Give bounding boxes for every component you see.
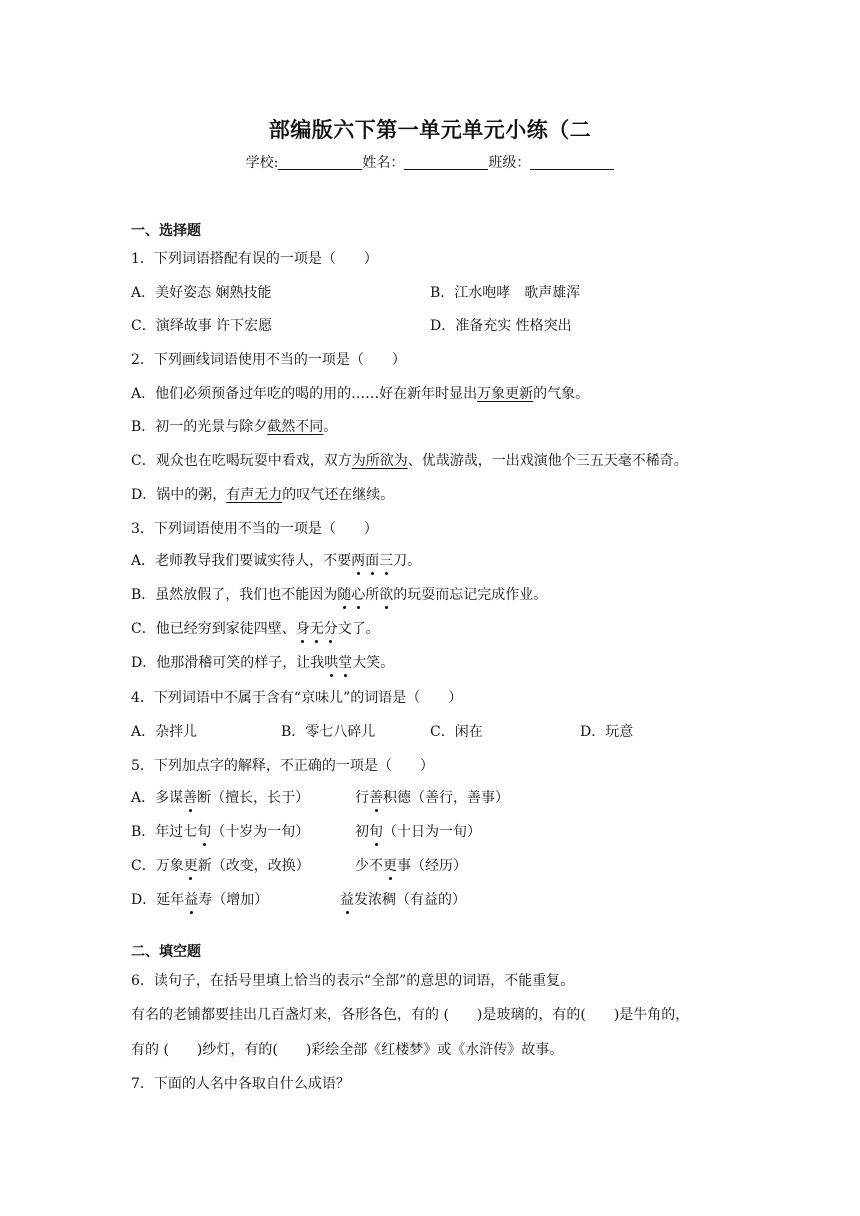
section-heading-fill: 二、填空题 xyxy=(131,944,201,960)
underlined-word: 为所欲为 xyxy=(351,453,408,469)
question-5-option-b-left xyxy=(131,821,309,841)
underlined-word: 有声无力 xyxy=(226,487,283,503)
question-6-passage-line-1: 有名的老铺都要挂出几百盏灯来，各形各色，有的 ( )是玻璃的，有的( )是牛角的， xyxy=(131,1007,690,1023)
dotted-char: 堂 xyxy=(338,652,352,672)
question-5-stem: 5．下列加点字的解释，不正确的一项是（ ） xyxy=(131,758,434,774)
dotted-char: 两 xyxy=(351,550,365,570)
question-5-option-d-right xyxy=(340,889,466,909)
option-text: 少不 xyxy=(355,858,383,874)
question-1-option-b: B．江水咆哮 歌声雄浑 xyxy=(430,285,581,301)
question-1-stem: 1．下列词语搭配有误的一项是（ ） xyxy=(131,251,378,267)
question-5-option-a-right xyxy=(355,787,509,807)
option-text: 文了。 xyxy=(337,621,380,637)
option-text: 大笑。 xyxy=(352,655,395,671)
option-text: 、优哉游哉，一出戏演他个三五天毫不稀奇。 xyxy=(407,453,688,469)
dotted-char: 随 xyxy=(337,584,351,604)
question-2-stem: 2．下列画线词语使用不当的一项是（ ） xyxy=(131,352,406,368)
question-5-option-d-left xyxy=(131,889,268,909)
class-blank[interactable] xyxy=(530,155,614,170)
dotted-char: 身 xyxy=(296,618,310,638)
option-text: 初 xyxy=(355,824,369,840)
option-text: 所 xyxy=(365,587,380,603)
class-label: 班级： xyxy=(488,155,531,171)
underlined-word: 万象更新 xyxy=(477,386,534,402)
dotted-char: 哄 xyxy=(324,652,338,672)
option-text: 的气象。 xyxy=(533,386,590,402)
question-3-option-a xyxy=(131,550,421,570)
question-4-option-d: D．玩意 xyxy=(580,724,634,740)
option-text: 发浓稠（有益的） xyxy=(354,892,466,908)
dotted-char: 善 xyxy=(369,787,383,807)
dotted-char: 旬 xyxy=(369,821,383,841)
dotted-char: 益 xyxy=(340,889,354,909)
question-5-option-c-right xyxy=(355,855,467,875)
option-text: A．多谋 xyxy=(131,790,184,806)
option-text: B．虽然放假了，我们也不能因为 xyxy=(131,587,338,603)
option-text: C．万象 xyxy=(131,858,184,874)
option-text: 的玩耍而忘记完成作业。 xyxy=(393,587,548,603)
question-1-option-c: C．演绎故事 许下宏愿 xyxy=(131,318,273,334)
dotted-char: 心 xyxy=(351,584,365,604)
question-3-stem: 3．下列词语使用不当的一项是（ ） xyxy=(131,521,378,537)
option-text: A．老师教导我们要诚实待人，不要 xyxy=(131,553,352,569)
question-5-option-c-left xyxy=(131,855,310,875)
question-3-option-b xyxy=(131,584,547,604)
option-text: 寿（增加） xyxy=(198,892,269,908)
question-2-option-c xyxy=(131,450,688,470)
option-text: D．延年 xyxy=(131,892,185,908)
dotted-char: 旬 xyxy=(197,821,211,841)
option-text: B．年过七 xyxy=(131,824,198,840)
dotted-char: 欲 xyxy=(379,584,393,604)
option-text: B．初一的光景与除夕 xyxy=(131,419,268,435)
option-text: 新（改变，改换） xyxy=(197,858,310,874)
page-title: 部编版六下第一单元单元小练（二 xyxy=(268,118,592,142)
question-5-option-a-left xyxy=(131,787,309,807)
question-6-passage-line-2: 有的 ( )纱灯，有的( )彩绘全部《红楼梦》或《水浒传》故事。 xyxy=(131,1042,564,1058)
option-text: 行 xyxy=(355,790,369,806)
option-text: 刀。 xyxy=(393,553,422,569)
option-text: 积德（善行，善事） xyxy=(383,790,509,806)
question-1-option-d: D．准备充实 性格突出 xyxy=(430,318,572,334)
question-6-stem: 6．读句子，在括号里填上恰当的表示“全部”的意思的词语，不能重复。 xyxy=(131,973,575,989)
dotted-char: 三 xyxy=(379,550,393,570)
option-text: C．观众也在吃喝玩耍中看戏，双方 xyxy=(131,453,352,469)
question-3-option-c xyxy=(131,618,380,638)
question-4-option-a: A．杂拌儿 xyxy=(131,724,198,740)
dotted-char: 面 xyxy=(365,550,379,570)
dotted-char: 更 xyxy=(184,855,198,875)
dotted-char: 分 xyxy=(324,618,338,638)
dotted-char: 无 xyxy=(310,618,324,638)
question-3-option-d xyxy=(131,652,394,672)
name-label: 姓名： xyxy=(362,155,405,171)
section-heading-choice: 一、选择题 xyxy=(131,223,201,239)
question-2-option-b xyxy=(131,416,337,436)
school-label: 学校: xyxy=(245,155,279,171)
question-1-option-a: A．美好姿态 娴熟技能 xyxy=(131,285,272,301)
option-text: D．他那滑稽可笑的样子，让我 xyxy=(131,655,325,671)
question-4-option-b: B．零七八碎儿 xyxy=(281,724,376,740)
option-text: A．他们必须预备过年吃的喝的用的……好在新年时显出 xyxy=(131,386,478,402)
question-5-option-b-right xyxy=(355,821,481,841)
option-text: 的叹气还在继续。 xyxy=(282,487,395,503)
school-blank[interactable] xyxy=(278,155,362,170)
student-info-line xyxy=(0,152,860,172)
option-text: 。 xyxy=(323,419,338,435)
name-blank[interactable] xyxy=(404,155,488,170)
question-4-option-c: C．闲在 xyxy=(430,724,483,740)
question-4-stem: 4．下列词语中不属于含有“京味儿”的词语是（ ） xyxy=(131,690,463,706)
option-text: 断（擅长，长于） xyxy=(197,790,310,806)
question-7-stem: 7．下面的人名中各取自什么成语？ xyxy=(131,1076,350,1092)
option-text: （十岁为一旬） xyxy=(211,824,310,840)
option-text: C．他已经穷到家徒四壁、 xyxy=(131,621,296,637)
dotted-char: 更 xyxy=(383,855,397,875)
underlined-word: 截然不同 xyxy=(267,419,324,435)
option-text: D．锅中的粥， xyxy=(131,487,227,503)
question-2-option-d xyxy=(131,484,394,504)
question-2-option-a xyxy=(131,383,589,403)
dotted-char: 益 xyxy=(184,889,198,909)
option-text: 事（经历） xyxy=(397,858,467,874)
dotted-char: 善 xyxy=(183,787,197,807)
option-text: （十日为一旬） xyxy=(383,824,481,840)
